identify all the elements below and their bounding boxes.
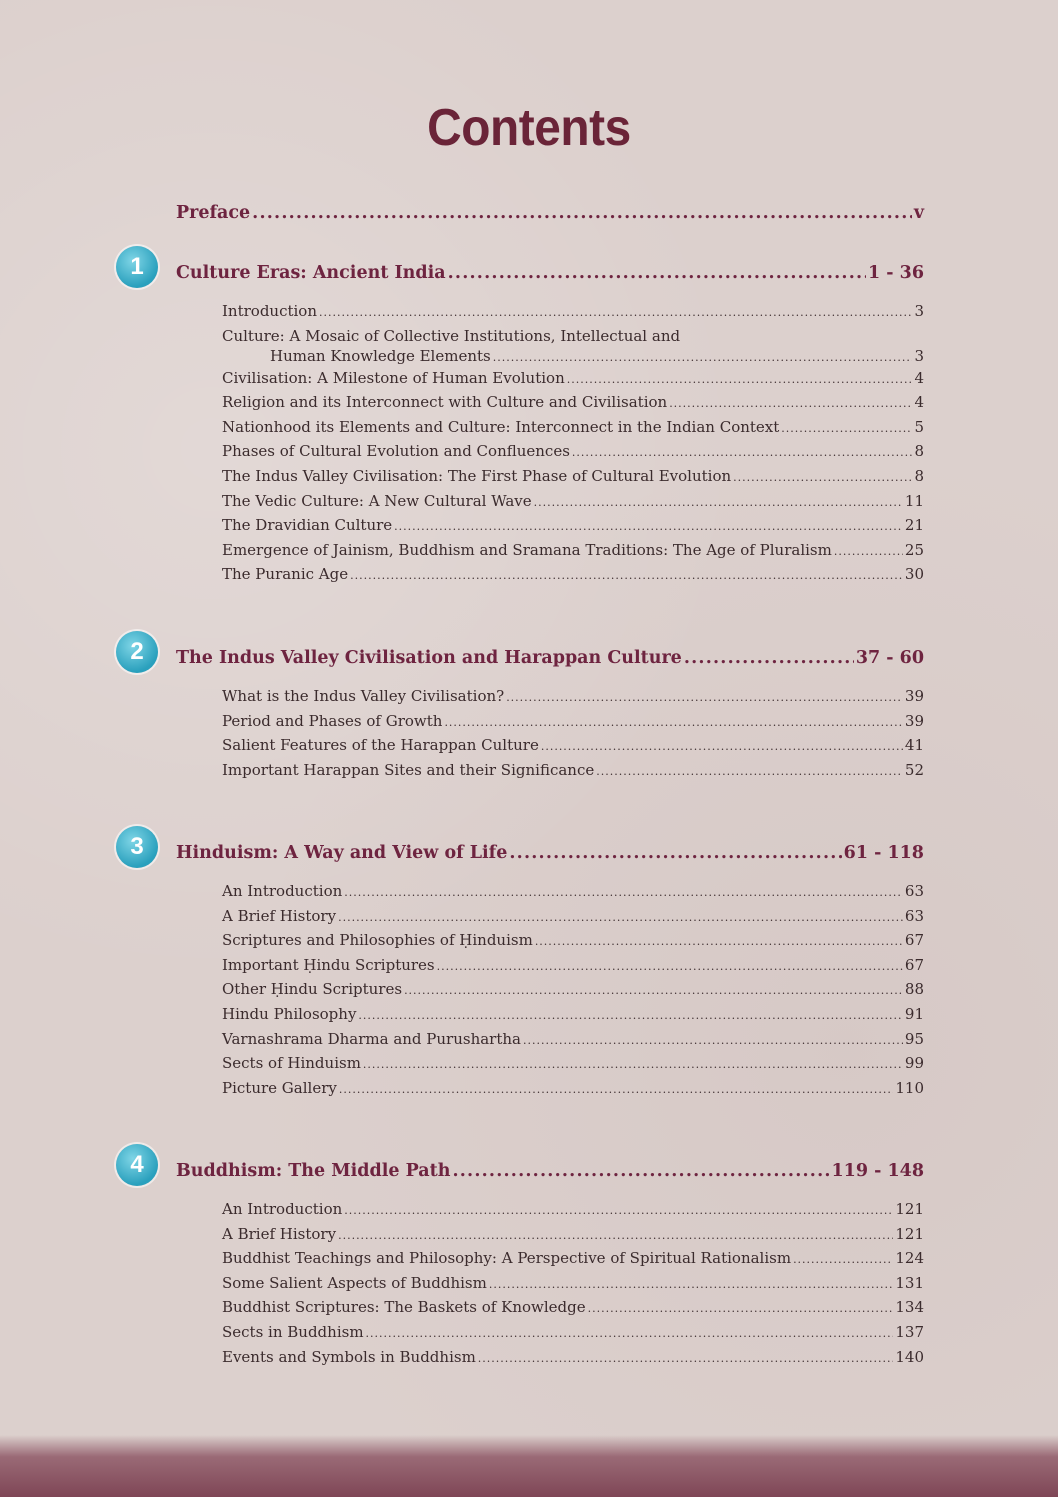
entry-title: Varnashrama Dharma and Purushartha	[222, 1029, 521, 1048]
entry-title: Nationhood its Elements and Culture: Interconnect in the Indian Context	[222, 417, 780, 436]
toc-entry[interactable]	[222, 1323, 924, 1348]
dot-leader	[338, 1225, 893, 1243]
entry-page: 4	[914, 368, 924, 387]
chapter-pages: 37 - 60	[855, 648, 924, 668]
entry-page: 39	[904, 687, 924, 705]
toc-entry[interactable]	[222, 712, 924, 737]
toc-entry[interactable]	[222, 956, 924, 981]
footer-band	[0, 1435, 1058, 1497]
entry-title: What is the Indus Valley Civilisation?	[222, 687, 505, 705]
dot-leader	[350, 565, 903, 583]
dot-leader	[834, 541, 903, 559]
chapter-3-number-badge: 3	[116, 826, 158, 868]
preface-title: Preface	[176, 203, 251, 223]
toc-entry[interactable]	[222, 1348, 924, 1373]
entry-page: 25	[904, 540, 924, 559]
toc-entry[interactable]	[222, 369, 924, 394]
dot-leader	[793, 1249, 893, 1267]
entry-title: Sects of Hinduism	[222, 1054, 361, 1073]
entry-title: An Introduction	[222, 1200, 343, 1218]
entry-page: 134	[895, 1298, 924, 1317]
dot-leader	[572, 442, 913, 460]
entry-title: Period and Phases of Growth	[222, 711, 443, 730]
entry-title: The Vedic Culture: A New Cultural Wave	[222, 491, 532, 510]
chapter-1-heading[interactable]	[176, 263, 924, 283]
dot-leader	[567, 369, 913, 387]
entry-title: Picture Gallery	[222, 1078, 337, 1097]
chapter-2-number-badge: 2	[116, 631, 158, 673]
toc-entry[interactable]	[222, 907, 924, 932]
entry-title: Civilisation: A Milestone of Human Evolution	[222, 368, 565, 387]
entry-title: Salient Features of the Harappan Culture	[222, 736, 539, 755]
dot-leader	[506, 687, 903, 705]
chapter-title: Hinduism: A Way and View of Life	[176, 843, 508, 863]
dot-leader	[596, 761, 903, 779]
entry-page: 67	[904, 931, 924, 950]
dot-leader	[252, 203, 912, 223]
toc-entry[interactable]	[222, 761, 924, 786]
dot-leader	[588, 1298, 894, 1316]
toc-entry[interactable]	[222, 565, 924, 590]
entry-title: The Dravidian Culture	[222, 516, 393, 535]
entry-title: Introduction	[222, 302, 317, 320]
entry-title: A Brief History	[222, 1224, 337, 1243]
dot-leader	[535, 931, 903, 949]
entry-title: The Indus Valley Civilisation: The First Phase of Cultural Evolution	[222, 466, 732, 485]
entry-page: 88	[904, 980, 924, 999]
toc-entry[interactable]	[222, 687, 924, 712]
toc-entry[interactable]	[222, 442, 924, 467]
dot-leader	[358, 1005, 902, 1023]
toc-entry[interactable]	[222, 541, 924, 566]
entry-page: 99	[904, 1054, 924, 1073]
dot-leader	[394, 516, 903, 534]
entry-page: 21	[904, 516, 924, 535]
chapter-pages: 61 - 118	[843, 843, 924, 863]
entry-title: Buddhist Scriptures: The Baskets of Knowledge	[222, 1298, 586, 1317]
toc-entry[interactable]	[222, 1298, 924, 1323]
chapter-1-entries	[222, 302, 924, 590]
entry-page: 63	[904, 882, 924, 900]
toc-entry[interactable]	[222, 1274, 924, 1299]
entry-page: 67	[904, 955, 924, 974]
dot-leader	[489, 1274, 894, 1292]
dot-leader	[493, 347, 913, 365]
toc-entry[interactable]	[222, 418, 924, 443]
preface-entry[interactable]	[176, 203, 924, 223]
entry-title: Important Ḥindu Scriptures	[222, 955, 435, 974]
toc-entry[interactable]	[222, 1200, 924, 1225]
chapter-2-entries	[222, 687, 924, 785]
toc-entry[interactable]	[222, 1079, 924, 1104]
entry-page: 110	[895, 1078, 924, 1097]
entry-title: Religion and its Interconnect with Culture and Civilisation	[222, 393, 668, 412]
preface-page: v	[913, 203, 924, 223]
toc-entry[interactable]	[222, 1054, 924, 1079]
chapter-1-number-badge: 1	[116, 246, 158, 288]
entry-page: 8	[914, 466, 924, 485]
toc-entry[interactable]	[222, 1005, 924, 1030]
dot-leader	[523, 1030, 903, 1048]
toc-entry[interactable]	[222, 1225, 924, 1250]
entry-title: Other Ḥindu Scriptures	[222, 980, 403, 999]
entry-page: 95	[904, 1029, 924, 1048]
dot-leader	[344, 1200, 893, 1218]
toc-entry[interactable]	[222, 736, 924, 761]
entry-title: An Introduction	[222, 882, 343, 900]
dot-leader	[444, 712, 902, 730]
chapter-3-heading[interactable]	[176, 843, 924, 863]
toc-entry[interactable]	[222, 327, 924, 369]
dot-leader	[448, 263, 866, 283]
entry-title: The Puranic Age	[222, 565, 349, 584]
dot-leader	[338, 907, 903, 925]
dot-leader	[366, 1323, 894, 1341]
entry-title: Some Salient Aspects of Buddhism	[222, 1273, 487, 1292]
dot-leader	[781, 418, 912, 436]
chapter-title: Culture Eras: Ancient India	[176, 263, 446, 283]
entry-page: 5	[914, 417, 924, 436]
entry-page: 121	[895, 1224, 924, 1243]
toc-entry[interactable]	[222, 980, 924, 1005]
dot-leader	[339, 1079, 894, 1097]
entry-page: 137	[895, 1322, 924, 1341]
dot-leader	[344, 882, 903, 900]
page-title: Contents	[427, 99, 631, 157]
entry-page: 8	[914, 442, 924, 461]
entry-page: 52	[904, 760, 924, 779]
entry-page: 140	[895, 1347, 924, 1366]
dot-leader	[478, 1348, 894, 1366]
toc-entry[interactable]	[222, 931, 924, 956]
chapter-3-entries	[222, 882, 924, 1103]
entry-title: Sects in Buddhism	[222, 1322, 364, 1341]
entry-page: 3	[914, 302, 924, 320]
toc-entry[interactable]	[222, 516, 924, 541]
entry-title-continued: Human Knowledge Elements	[270, 346, 491, 365]
dot-leader	[404, 980, 903, 998]
dot-leader	[534, 492, 903, 510]
chapter-4-heading[interactable]	[176, 1161, 924, 1181]
toc-entry[interactable]	[222, 882, 924, 907]
dot-leader	[733, 467, 912, 485]
toc-entry[interactable]	[222, 492, 924, 517]
entry-title: Important Harappan Sites and their Significance	[222, 760, 595, 779]
dot-leader	[509, 843, 841, 863]
toc-entry[interactable]	[222, 1249, 924, 1274]
entry-page: 63	[904, 906, 924, 925]
entry-page: 91	[904, 1004, 924, 1023]
dot-leader	[669, 393, 912, 411]
chapter-4-number-badge: 4	[116, 1144, 158, 1186]
chapter-pages: 1 - 36	[868, 263, 924, 283]
entry-title: Phases of Cultural Evolution and Confluences	[222, 442, 570, 461]
dot-leader	[319, 302, 912, 320]
entry-page: 11	[904, 491, 924, 510]
entry-title: Culture: A Mosaic of Collective Institutions, Intellectual and	[222, 326, 681, 345]
entry-title: Emergence of Jainism, Buddhism and Sramana Traditions: The Age of Pluralism	[222, 540, 832, 559]
entry-page: 39	[904, 711, 924, 730]
entry-page: 4	[914, 393, 924, 412]
entry-title: A Brief History	[222, 906, 337, 925]
chapter-title: The Indus Valley Civilisation and Harappan Culture	[176, 648, 682, 668]
toc-entry[interactable]	[222, 467, 924, 492]
entry-title: Buddhist Teachings and Philosophy: A Perspective of Spiritual Rationalism	[222, 1249, 792, 1268]
dot-leader	[541, 736, 903, 754]
chapter-4-entries	[222, 1200, 924, 1372]
toc-entry[interactable]	[222, 1030, 924, 1055]
entry-page: 131	[895, 1273, 924, 1292]
toc-entry[interactable]	[222, 393, 924, 418]
entry-title: Hindu Philosophy	[222, 1004, 357, 1023]
dot-leader	[684, 648, 854, 668]
entry-page: 3	[914, 346, 924, 365]
dot-leader	[363, 1054, 903, 1072]
chapter-pages: 119 - 148	[831, 1161, 924, 1181]
entry-page: 121	[895, 1200, 924, 1218]
dot-leader	[437, 956, 903, 974]
entry-title: Events and Symbols in Buddhism	[222, 1347, 476, 1366]
chapter-title: Buddhism: The Middle Path	[176, 1161, 451, 1181]
dot-leader	[452, 1161, 829, 1181]
entry-page: 41	[904, 736, 924, 755]
toc-entry[interactable]	[222, 302, 924, 327]
entry-title: Scriptures and Philosophies of Ḥinduism	[222, 931, 533, 950]
entry-page: 30	[904, 565, 924, 584]
chapter-2-heading[interactable]	[176, 648, 924, 668]
entry-page: 124	[895, 1249, 924, 1268]
